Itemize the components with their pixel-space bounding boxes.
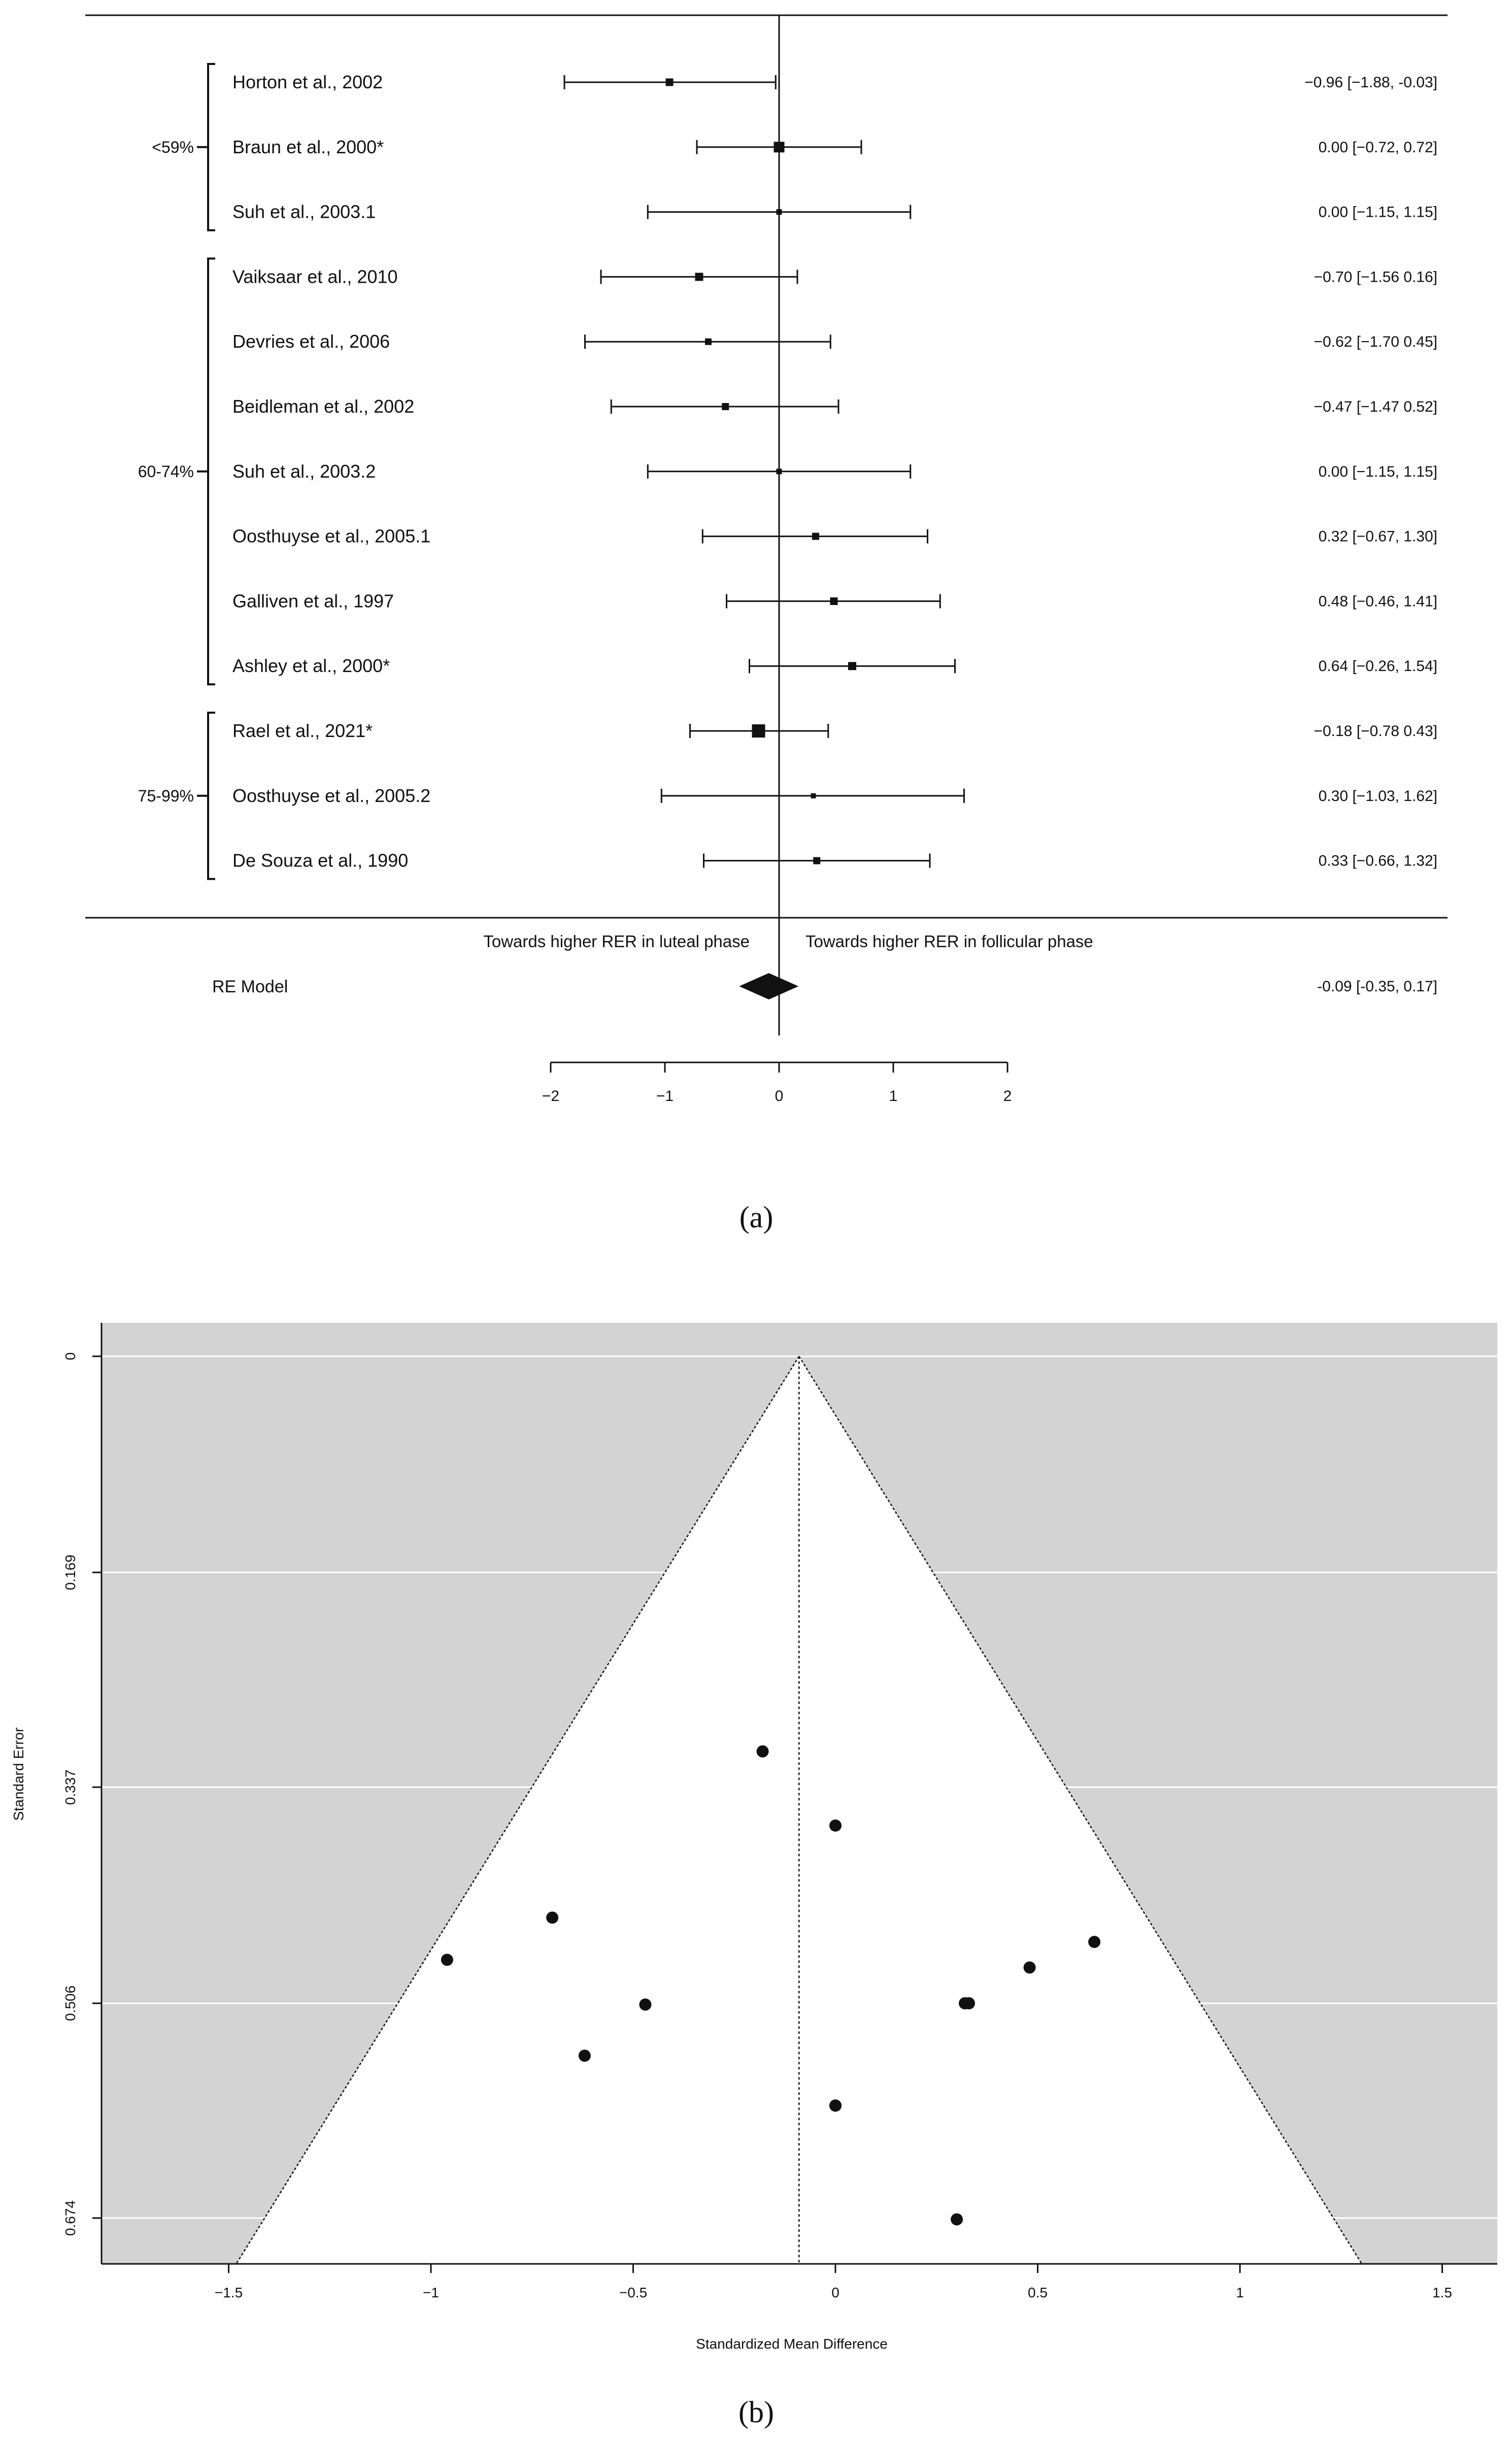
y-tick-label: 0 (62, 1352, 78, 1360)
study-name: Suh et al., 2003.2 (232, 460, 376, 482)
summary-diamond (739, 973, 798, 999)
y-axis-title: Standard Error (11, 1727, 26, 1821)
study-point (813, 857, 820, 864)
study-point (695, 273, 703, 281)
summary-label: RE Model (212, 977, 288, 996)
panel-label-b: (b) (738, 2395, 774, 2429)
y-tick-label: 0.337 (62, 1769, 78, 1805)
study-name: Beidleman et al., 2002 (232, 396, 415, 417)
study-ci-text: 0.30 [−1.03, 1.62] (1318, 787, 1437, 805)
y-tick-label: 0.674 (62, 2200, 78, 2236)
x-tick-label: −1.5 (214, 2285, 243, 2300)
funnel-plot (11, 1323, 1497, 2352)
x-tick-label: 1.5 (1432, 2285, 1452, 2300)
study-ci-text: 0.32 [−0.67, 1.30] (1318, 528, 1437, 545)
study-name: Braun et al., 2000* (232, 136, 384, 157)
study-name: Horton et al., 2002 (232, 72, 383, 92)
study-name: Ashley et al., 2000* (232, 655, 390, 677)
study-point (705, 339, 712, 345)
study-point (777, 469, 782, 474)
study-ci-text: 0.00 [−0.72, 0.72] (1318, 139, 1437, 156)
study-point (774, 142, 785, 152)
x-tick-label: 1 (889, 1088, 898, 1105)
x-axis-title: Standardized Mean Difference (696, 2336, 888, 2352)
funnel-point (579, 2050, 591, 2062)
x-tick-label: 0 (775, 1088, 784, 1105)
study-ci-text: −0.18 [−0.78 0.43] (1314, 723, 1437, 740)
study-ci-text: 0.33 [−0.66, 1.32] (1318, 852, 1437, 870)
x-tick-label: 0.5 (1028, 2285, 1048, 2300)
y-tick-label: 0.169 (62, 1554, 78, 1590)
funnel-point (546, 1912, 558, 1924)
summary-ci-text: -0.09 [-0.35, 0.17] (1317, 978, 1437, 995)
study-point (812, 533, 819, 540)
study-ci-text: 0.48 [−0.46, 1.41] (1318, 593, 1437, 610)
panel-label-a: (a) (739, 1200, 774, 1234)
funnel-point (639, 1998, 651, 2011)
study-name: Suh et al., 2003.1 (232, 201, 376, 222)
study-ci-text: 0.64 [−0.26, 1.54] (1318, 658, 1437, 675)
x-tick-label: 2 (1003, 1088, 1012, 1105)
study-point (811, 793, 816, 798)
direction-left-label: Towards higher RER in luteal phase (483, 932, 750, 951)
study-point (752, 724, 765, 738)
forest-plot (85, 15, 1448, 1105)
group-label: <59% (152, 138, 194, 156)
group-bracket (208, 64, 215, 230)
study-ci-text: −0.47 [−1.47 0.52] (1314, 398, 1437, 415)
study-ci-text: 0.00 [−1.15, 1.15] (1318, 204, 1437, 221)
study-point (777, 209, 782, 215)
group-bracket (208, 258, 215, 684)
direction-right-label: Towards higher RER in follicular phase (805, 932, 1093, 951)
funnel-point (829, 1819, 842, 1831)
group-label: 75-99% (138, 786, 194, 805)
study-ci-text: 0.00 [−1.15, 1.15] (1318, 463, 1437, 480)
study-name: De Souza et al., 1990 (232, 850, 409, 871)
study-name: Oosthuyse et al., 2005.2 (232, 785, 431, 806)
x-tick-label: 0 (831, 2285, 839, 2300)
study-name: Rael et al., 2021* (232, 720, 373, 741)
study-name: Vaiksaar et al., 2010 (232, 266, 398, 287)
x-tick-label: 1 (1236, 2285, 1244, 2300)
study-point (848, 662, 856, 670)
group-label: 60-74% (138, 462, 194, 481)
study-ci-text: −0.96 [−1.88, -0.03] (1304, 74, 1437, 91)
x-tick-label: −1 (656, 1088, 674, 1105)
funnel-point (1088, 1936, 1100, 1948)
funnel-point (1024, 1961, 1036, 1974)
study-point (722, 403, 729, 410)
study-point (830, 597, 838, 605)
funnel-point (951, 2213, 963, 2225)
x-tick-label: −1 (423, 2285, 439, 2300)
study-name: Oosthuyse et al., 2005.1 (232, 525, 431, 547)
funnel-point (441, 1954, 453, 1966)
group-bracket (208, 713, 215, 879)
funnel-point (757, 1745, 769, 1757)
funnel-point (963, 1997, 975, 2010)
x-tick-label: −2 (542, 1088, 560, 1105)
study-name: Galliven et al., 1997 (232, 590, 394, 612)
funnel-point (829, 2099, 842, 2112)
y-tick-label: 0.506 (62, 1985, 78, 2021)
study-name: Devries et al., 2006 (232, 331, 390, 352)
study-ci-text: −0.62 [−1.70 0.45] (1314, 333, 1437, 351)
study-point (666, 79, 674, 86)
study-ci-text: −0.70 [−1.56 0.16] (1314, 269, 1437, 286)
x-tick-label: −0.5 (619, 2285, 648, 2300)
